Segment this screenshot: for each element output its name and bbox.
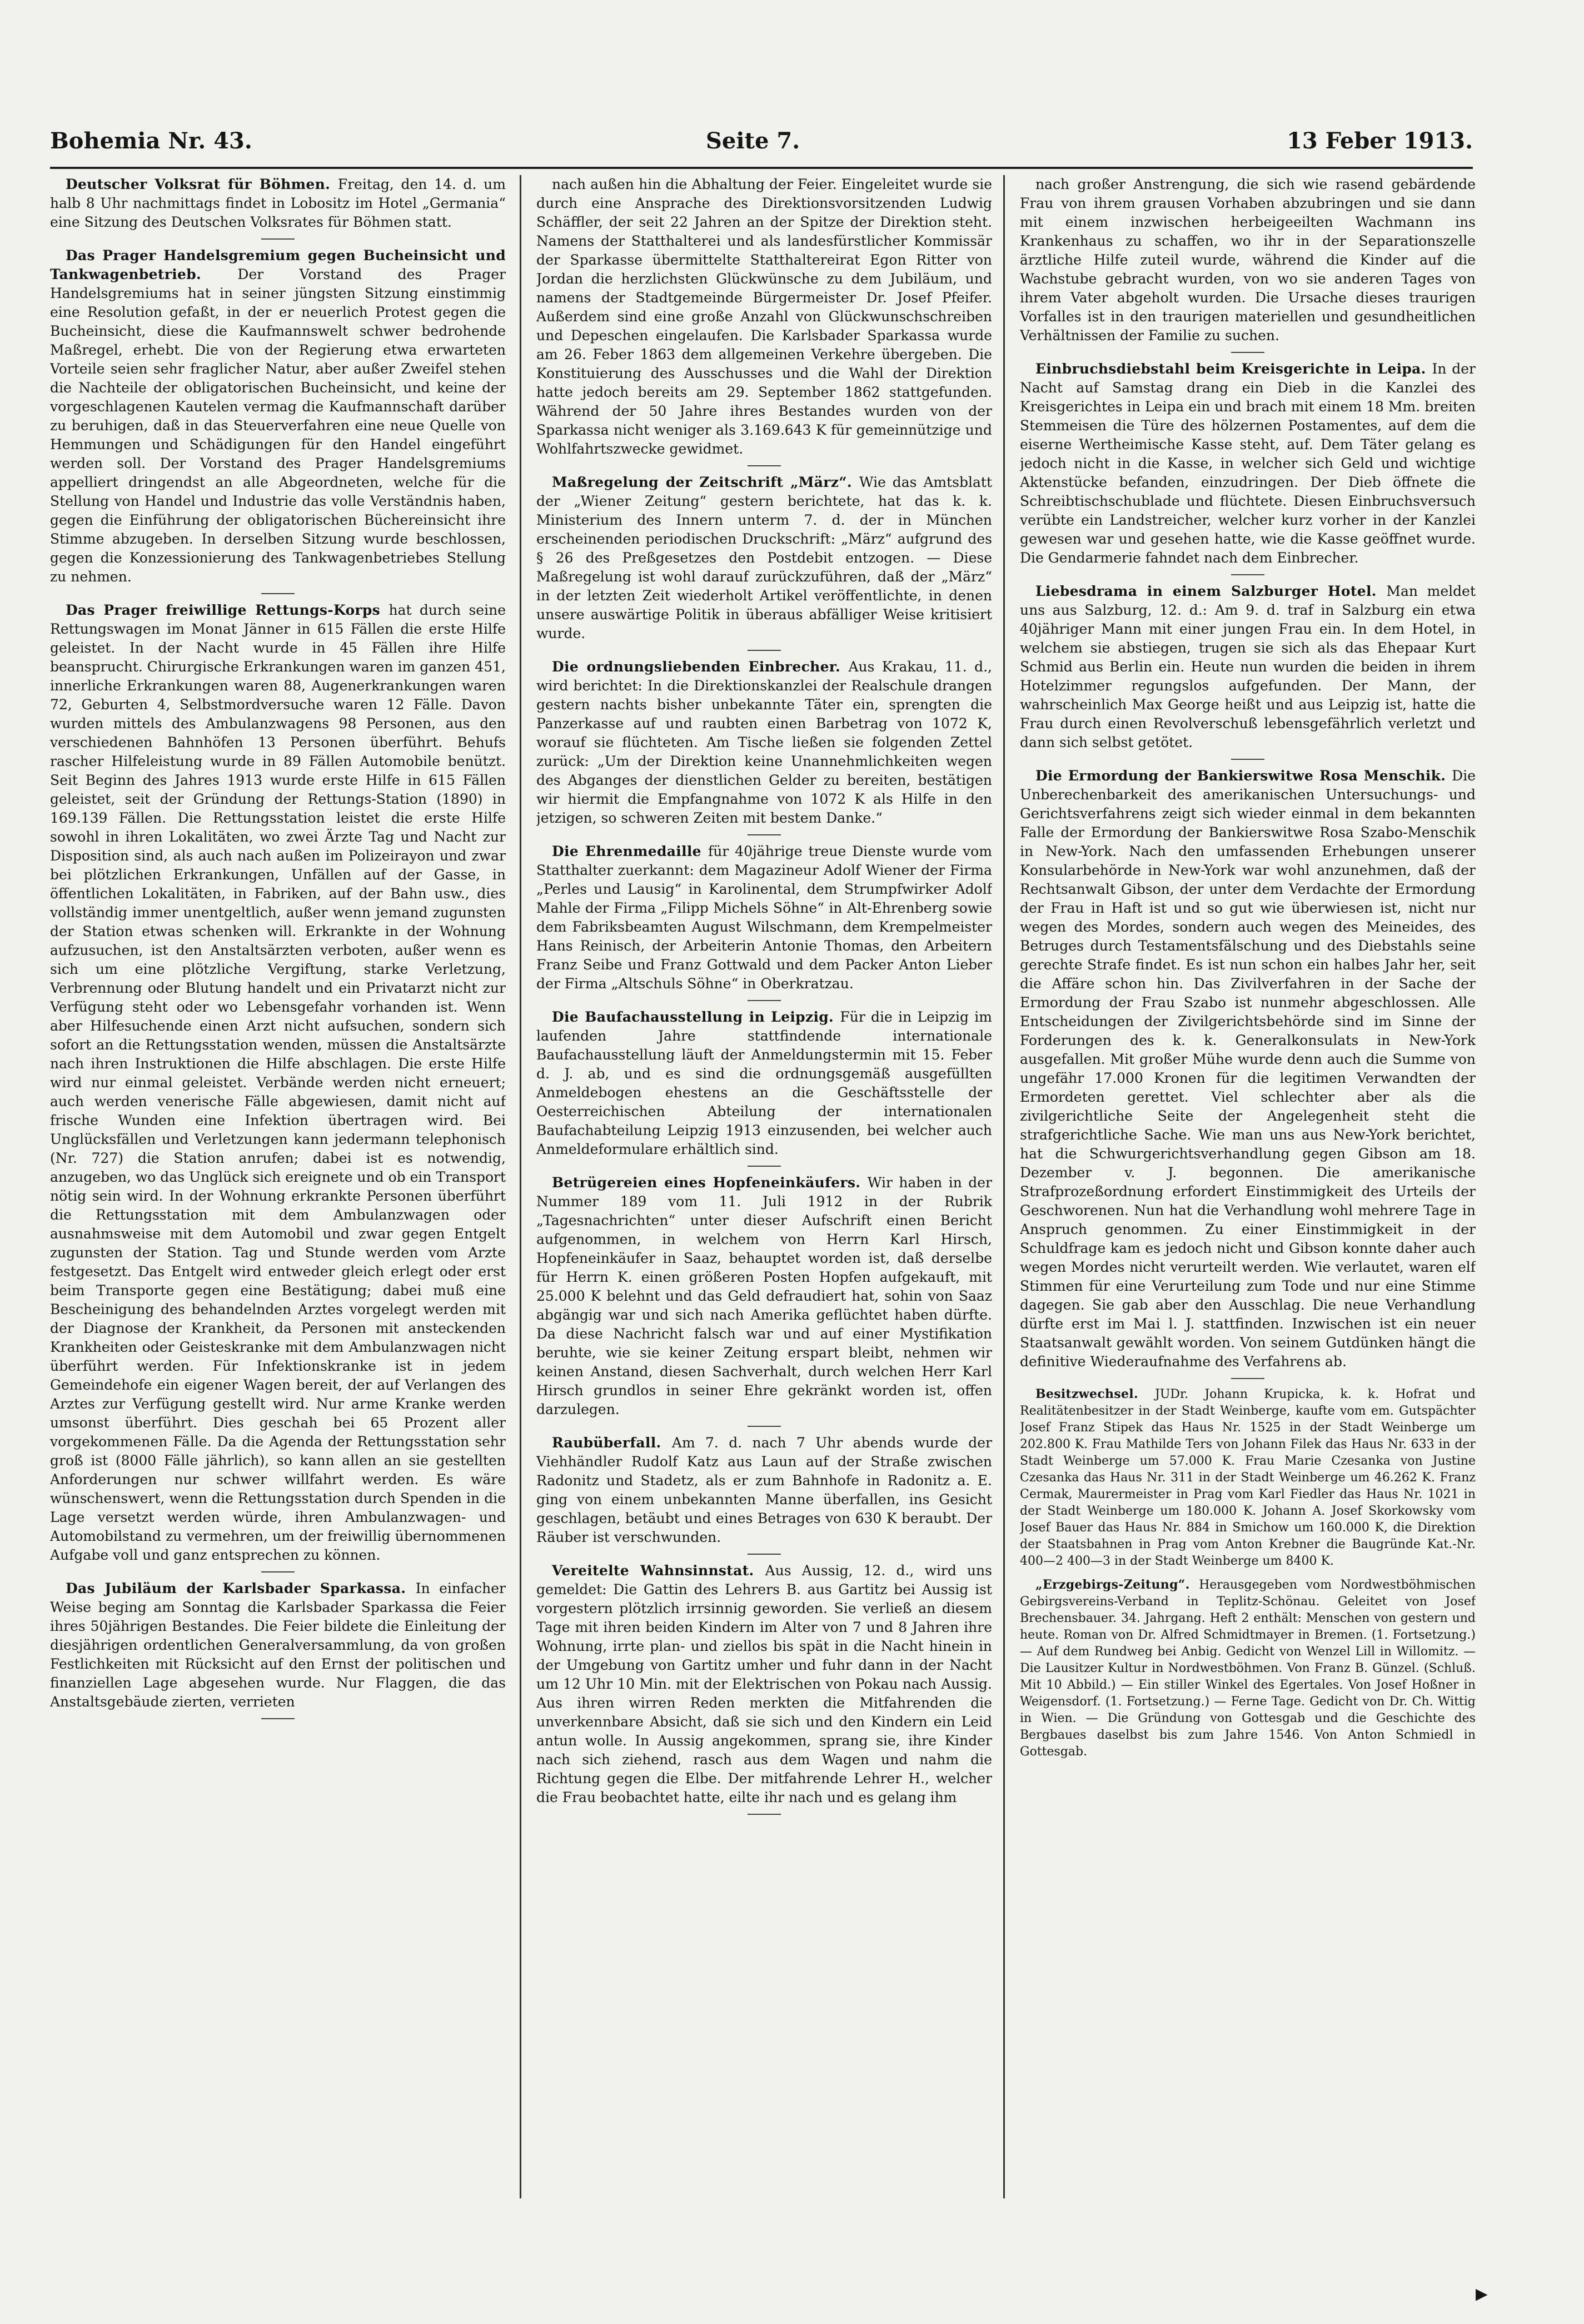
article-headline: Das Jubiläum der Karlsbader Sparkassa. [66, 1580, 416, 1596]
article [50, 1579, 506, 1711]
article [536, 658, 992, 828]
article-divider [748, 1166, 781, 1167]
article [50, 601, 506, 1565]
article-body: nach großer Anstrengung, die sich wie rasend gebärdende Frau von ihrem grausen Vorhaben abzubringen und sie dann mit einem inzwischen herbeigeeilten Wachmann ins Krankenhaus zu schaffen, wo ihr in der Separationszelle ärztliche Hilfe zuteil wurde, während die Kinder auf die Wachstube gebracht wurden, von wo sie anderen Tages von ihrem Vater abgeholt wurden. Die Ursache dieses traurigen Vorfalles ist in den traurigen materiellen und gesundheitlichen Verhältnissen der Familie zu suchen. [1020, 176, 1476, 344]
article-headline: Betrügereien eines Hopfeneinkäufers. [552, 1175, 868, 1191]
article-body: Man meldet uns aus Salzburg, 12. d.: Am 9. d. traf in Salzburg ein etwa 40jähriger Mann mit einer jungen Frau ein. In dem Hotel, in welchem sie abstiegen, trugen sie sich als das Ehepaar Kurt Schmid aus Berlin ein. Heute nun wurden die beiden in ihrem Hotelzimmer regungslos aufgefunden. Der Mann, der wahrscheinlich Max George heißt und aus Leipzig ist, hatte die Frau durch einen Revolverschuß lebensgefährlich verletzt und dann sich selbst getötet. [1020, 583, 1476, 750]
article-body: Aus Krakau, 11. d., wird berichtet: In die Direktionskanzlei der Realschule drangen gestern nachts bisher unbekannte Täter ein, sprengten die Panzerkasse auf und raubten einen Barbetrag von 1072 K, worauf sie flüchteten. Am Tische ließen sie folgenden Zettel zurück: „Um der Direktion keine Unannehmlichkeiten wegen des Abganges der dienstlichen Gelder zu bereiten, bestätigen wir hiermit die Empfangnahme von 1072 K als Hilfe in den jetzigen, so schweren Zeiten mit bestem Danke.“ [536, 659, 992, 826]
article-divider [748, 1554, 781, 1555]
column-3 [1020, 175, 1476, 2198]
article-divider [748, 650, 781, 651]
article [50, 175, 506, 232]
article [1020, 767, 1476, 1371]
article-headline: Raubüberfall. [552, 1435, 672, 1451]
header-publication: Bohemia Nr. 43. [50, 128, 252, 154]
article [536, 842, 992, 993]
article [536, 473, 992, 643]
column-1 [50, 175, 506, 2198]
article-headline: Das Prager freiwillige Rettungs-Korps [66, 602, 389, 618]
article-body: Die Unberechenbarkeit des amerikanischen Untersuchungs- und Gerichtsverfahrens zeigt sich wieder einmal in dem bekannten Falle der Ermordung der Bankierswitwe Rosa Szabo-Menschik in New-York. Nach den umfassenden Erhebungen unserer Konsularbehörde in New-York war wohl anzunehmen, daß der Rechtsanwalt Gibson, der unter dem Verdachte der Ermordung der Frau in Haft ist und so gut wie überwiesen ist, nicht nur wegen des Mordes, sondern auch wegen des Meineides, des Betruges durch Testamentsfälschung und des Diebstahls seine gerechte Strafe findet. Es ist nun schon ein halbes Jahr her, seit die Affäre schon hin. Das Zivilverfahren in der Sache der Ermordung der Frau Szabo ist nunmehr abgeschlossen. Alle Entscheidungen der Zivilgerichtsbehörde sind im Sinne der Forderungen des k. k. Generalkonsulats in New-York ausgefallen. Mit großer Mühe wurde denn auch die Summe von ungefähr 17.000 Kronen für die legitimen Verwandten der Ermordeten gerettet. Viel schlechter aber als die zivilgerichtliche Seite der Angelegenheit steht die strafgerichtliche Sache. Wie man uns aus New-York berichtet, hat die Schwurgerichtsverhandlung gegen Gibson am 18. Dezember v. J. begonnen. Die amerikanische Strafprozeßordnung erfordert Einstimmigkeit des Urteils der Geschworenen. Nun hat die Verhandlung wohl mehrere Tage in Anspruch genommen. Zu einer Einstimmigkeit in der Schuldfrage kam es jedoch nicht und Gibson konnte daher auch wegen Mordes nicht verurteilt werden. Wie verlautet, waren elf Stimmen für eine Verurteilung zum Tode und nur eine Stimme dagegen. Sie gab aber den Ausschlag. Die neue Verhandlung dürfte erst im Mai l. J. stattfinden. Inzwischen ist ein neuer Staatsanwalt gewählt worden. Von seinem Gutdünken hängt die definitive Wiederaufnahme des Verfahrens ab. [1020, 768, 1476, 1370]
article-headline: „Erzgebirgs-Zeitung“. [1035, 1577, 1199, 1592]
header-page-number: Seite 7. [706, 128, 800, 154]
article-headline: Die ordnungsliebenden Einbrecher. [552, 659, 849, 675]
article [536, 1173, 992, 1419]
column-2 [536, 175, 992, 2198]
article-body: für 40jährige treue Dienste wurde vom Statthalter zuerkannt: dem Magazineur Adolf Wiener der Firma „Perles und Lausig“ in Karolinental, dem Strumpfwirker Adolf Mahle der Firma „Filipp Michels Söhne“ in Alt-Ehrenberg sowie dem Fabriksbeamten August Wilschmann, dem Krempelmeister Hans Reinisch, der Arbeiterin Antonie Thomas, den Arbeitern Franz Seibe und Franz Gottwald und dem Packer Anton Lieber der Firma „Altschuls Söhne“ in Oberkratzau. [536, 843, 992, 992]
article-divider [1231, 352, 1264, 353]
article-divider [261, 1571, 295, 1572]
notices-section [1020, 1386, 1476, 1760]
article [1020, 1386, 1476, 1570]
article-body: Aus Aussig, 12. d., wird uns gemeldet: Die Gattin des Lehrers B. aus Gartitz bei Aussig ist vorgestern plötzlich irrsinnig geworden. Sie verließ an diesem Tage mit ihren beiden Kindern im Alter von 7 und 8 Jahren ihre Wohnung, irrte plan- und ziellos bis spät in die Nacht hinein in der Umgebung von Gartitz umher und fuhr dann in der Nacht um 12 Uhr 10 Min. mit der Elektrischen von Pokau nach Aussig. Aus ihren wirren Reden merkten die Mitfahrenden die unverkennbare Absicht, daß sie sich und den Kindern ein Leid antun wolle. In Aussig angekommen, sprang sie, ihre Kinder nach sich ziehend, rasch aus dem Wagen und nahm die Richtung gegen die Elbe. Der mitfahrende Lehrer H., welcher die Frau beobachtet hatte, eilte ihr nach und es gelang ihm [536, 1562, 992, 1805]
article [1020, 175, 1476, 345]
article-divider [748, 465, 781, 466]
article-body: Am 7. d. nach 7 Uhr abends wurde der Viehhändler Rudolf Katz aus Laun auf der Straße zwischen Radonitz und Stadetz, als er zum Bahnhofe in Radonitz a. E. ging von einem unbekannten Manne überfallen, ins Gesicht geschlagen, betäubt und eines Betrages von 630 K beraubt. Der Räuber ist verschwunden. [536, 1435, 992, 1545]
article-body: nach außen hin die Abhaltung der Feier. Eingeleitet wurde sie durch eine Ansprache des Direktionsvorsitzenden Ludwig Schäffler, der seit 22 Jahren an der Spitze der Direktion steht. Namens der Statthalterei und als landesfürstlicher Kommissär der Sparkasse übermittelte Statthaltereirat Egon Ritter von Jordan die herzlichsten Glückwünsche zu dem Jubiläum, und namens der Stadtgemeinde Bürgermeister Dr. Josef Pfeifer. Außerdem sind eine große Anzahl von Glückwunschschreiben und Depeschen eingelaufen. Die Karlsbader Sparkassa wurde am 26. Feber 1863 dem allgemeinen Verkehre übergeben. Die Konstituierung des Ausschusses und die Wahl der Direktion hatte jedoch bereits am 29. September 1862 stattgefunden. Während der 50 Jahre ihres Bestandes wurden von der Sparkassa nicht weniger als 3.169.643 K für gemeinnützige und Wohlfahrtszwecke gewidmet. [536, 176, 992, 457]
article-headline: Die Ehrenmedaille [552, 843, 708, 859]
article-divider [1231, 759, 1264, 760]
article [1020, 360, 1476, 568]
article-divider [1231, 574, 1264, 575]
page-header [50, 122, 1473, 161]
column-separator [1003, 175, 1005, 2198]
article-headline: Maßregelung der Zeitschrift „März“. [552, 474, 859, 490]
article-headline: Vereitelte Wahnsinnstat. [552, 1562, 765, 1579]
article-body: Für die in Leipzig im laufenden Jahre stattfindende internationale Baufachausstellung läuft der Anmeldungstermin mit 15. Feber d. J. ab, und es sind die ordnungsgemäß ausgefüllten Anmeldebogen ehestens an die Geschäftsstelle der Oesterreichischen Abteilung der internationalen Baufachabteilung Leipzig 1913 einzusenden, bei welcher auch Anmeldeformulare erhältlich sind. [536, 1009, 992, 1157]
article [50, 246, 506, 586]
article [1020, 1576, 1476, 1760]
article-body: Wir haben in der Nummer 189 vom 11. Juli 1912 in der Rubrik „Tagesnachrichten“ unter dieser Aufschrift einen Bericht aufgenommen, in welchem von Herrn Karl Hirsch, Hopfeneinkäufer in Saaz, behauptet worden ist, daß derselbe für Herrn K. einen größeren Posten Hopfen aufgekauft, mit 25.000 K belehnt und das Geld defraudiert hat, sohin von Saaz abgängig war und sich nach Amerika geflüchtet haben dürfte. Da diese Nachricht falsch war und auf einer Mystifikation beruhte, wie sie keiner Zeitung erspart bleibt, nehmen wir keinen Anstand, diesen Sachverhalt, durch welchen Herr Karl Hirsch grundlos in seiner Ehre gekränkt worden ist, offen darzulegen. [536, 1175, 992, 1417]
article [536, 1008, 992, 1159]
article-body: In der Nacht auf Samstag drang ein Dieb in die Kanzlei des Kreisgerichtes in Leipa ein und brach mit einem 18 Mm. breiten Stemmeisen die Türe des hölzernen Postamentes, auf dem die eiserne Wertheimische Kasse steht, auf. Dem Täter gelang es jedoch nicht in die Kasse, in welcher sich Geld und wichtige Aktenstücke befanden, einzudringen. Der Dieb öffnete die Schreibtischschublade und flüchtete. Diesen Einbruchsversuch verübte ein Landstreicher, welcher kurz vorher in der Kanzlei gewesen war und gesehen hatte, wie die Kasse geöffnet wurde. Die Gendarmerie fahndet nach dem Einbrecher. [1020, 361, 1476, 566]
article-headline: Die Baufachausstellung in Leipzig. [552, 1009, 840, 1025]
article-headline: Liebesdrama in einem Salzburger Hotel. [1035, 583, 1387, 599]
article-headline: Das Prager Handelsgremium gegen Bucheinsicht und Tankwagenbetrieb. [50, 247, 506, 282]
article [536, 175, 992, 459]
article-divider [261, 593, 295, 594]
article-headline: Einbruchsdiebstahl beim Kreisgerichte in Leipa. [1035, 361, 1432, 377]
article-divider [748, 1000, 781, 1001]
article [536, 1434, 992, 1547]
article-divider [748, 1426, 781, 1427]
article-body: Wie das Amtsblatt der „Wiener Zeitung“ gestern berichtete, hat das k. k. Ministerium des Innern unterm 7. d. der in München erscheinenden periodischen Druckschrift: „März“ aufgrund des § 26 des Preßgesetzes den Postdebit entzogen. — Diese Maßregelung ist wohl darauf zurückzuführen, daß der „März“ in der letzten Zeit wiederholt Artikel veröffentlichte, in denen unsere auswärtige Politik in überaus abfälliger Weise kritisiert wurde. [536, 474, 992, 641]
header-rule [50, 167, 1473, 169]
article-headline: Besitzwechsel. [1035, 1387, 1155, 1401]
article-divider [748, 1814, 781, 1815]
article-divider [261, 1718, 295, 1719]
article-body: Der Vorstand des Prager Handelsgremiums hat in seiner jüngsten Sitzung einstimmig eine Resolution gefaßt, in der er neuerlich Protest gegen die Bucheinsicht, diese die Kaufmannswelt schwer bedrohende Maßregel, erhebt. Die von der Regierung etwa erwarteten Vorteile seien sehr fraglicher Natur, aber außer Zweifel stehen die Nachteile der obligatorischen Bucheinsicht, und keine der vorgeschlagenen Kautelen vermag die Kaufmannschaft darüber zu beruhigen, daß in das Steuerverfahren eine neue Quelle von Hemmungen und Schädigungen für den Handel eingeführt werden soll. Der Vorstand des Prager Handelsgremiums appelliert dringendst an alle Abgeordneten, welche für die Stellung von Handel und Industrie das volle Verständnis haben, gegen die Einführung der obligatorischen Büchereinsicht ihre Stimme abzugeben. In derselben Sitzung wurde beschlossen, gegen die Konzessionierung des Tankwagenbetriebes Stellung zu nehmen. [50, 266, 506, 585]
article-divider [748, 834, 781, 835]
article [536, 1561, 992, 1807]
article-body: Freitag, den 14. d. um halb 8 Uhr nachmittags findet in Lobositz im Hotel „Germania“ eine Sitzung des Deutschen Volksrates für Böhmen statt. [50, 176, 506, 230]
article [1020, 582, 1476, 752]
article-body: hat durch seine Rettungswagen im Monat Jänner in 615 Fällen die erste Hilfe geleistet. In der Nacht wurde in 45 Fällen ihre Hilfe beansprucht. Chirurgische Erkrankungen waren im ganzen 451, innerliche Erkrankungen waren 88, Augenerkrankungen waren 72, Geburten 4, Selbstmordversuche waren 12 Fälle. Davon wurden mittels des Ambulanzwagens 98 Personen, aus den verschiedenen Bahnhöfen 13 Personen überführt. Behufs rascher Hilfeleistung wurde in 89 Fällen Automobile benützt. Seit Beginn des Jahres 1913 wurde erste Hilfe in 615 Fällen geleistet, seit der Gründung der Rettungs-Station (1890) in 169.139 Fällen. Die Rettungsstation leistet die erste Hilfe sowohl in ihren Lokalitäten, wo zwei Ärzte Tag und Nacht zur Disposition sind, als auch nach außen im Polizeirayon und zwar bei plötzlichen Erkrankungen, Unfällen auf der Gasse, in öffentlichen Lokalitäten, in Fabriken, auf der Bahn usw., dies vollständig immer unentgeltlich, außer wenn jemand zugunsten der Station etwas schenken will. Erkrankte in der Wohnung aufzusuchen, ist den Anstaltsärzten verboten, außer wenn es sich um eine plötzliche Vergiftung, starke Verletzung, Verbrennung oder Blutung handelt und ein Privatarzt nicht zur Verfügung steht oder wo Lebensgefahr vorhanden ist. Wenn aber Hilfesuchende einen Arzt nicht aufsuchen, sondern sich sofort an die Rettungsstation wenden, müssen die Anstaltsärzte nach ihren Instruktionen die Hilfe abschlagen. Die erste Hilfe wird nur einmal geleistet. Verbände werden nicht erneuert; auch werden venerische Fälle abgewiesen, damit nicht auf frische Wunden eine Infektion übertragen wird. Bei Unglücksfällen und Verletzungen kann jedermann telephonisch (Nr. 727) die Station anrufen; dabei ist es notwendig, anzugeben, wo das Unglück sich ereignete und ob ein Transport nötig sein wird. In der Wohnung erkrankte Personen überführt die Rettungsstation mit dem Ambulanzwagen oder ausnahmsweise mit dem Automobil und zwar gegen Entgelt zugunsten der Station. Tag und Stunde werden vom Arzte festgesetzt. Das Entgelt wird entweder gleich erlegt oder erst beim Transporte gegen eine Bestätigung; dabei muß eine Bescheinigung des behandelnden Arztes vorgelegt werden mit der Diagnose der Krankheit, da Personen mit ansteckenden Krankheiten oder Geisteskranke mit dem Ambulanzwagen nicht überführt werden. Für Infektionskranke ist in jedem Gemeindehofe ein eigener Wagen bereit, der auf Verlangen des Arztes zur Verfügung gestellt wird. Nur arme Kranke werden umsonst überführt. Dies geschah bei 65 Prozent aller vorgekommenen Fälle. Da die Agenda der Rettungsstation sehr groß ist (8000 Fälle jährlich), so kann allen an sie gestellten Anforderungen nur schwer willfahrt werden. Es wäre wünschenswert, wenn die Rettungsstation durch Spenden in die Lage versetzt werden würde, ihren Ambulanzwagen- und Automobilstand zu vermehren, um der freiwillig übernommenen Aufgabe voll und ganz entsprechen zu können. [50, 602, 506, 1563]
article-divider [261, 238, 295, 240]
continuation-mark: ▶ [1476, 2285, 1488, 2303]
header-date: 13 Feber 1913. [1287, 128, 1473, 154]
article-body: JUDr. Johann Krupicka, k. k. Hofrat und Realitätenbesitzer in der Stadt Weinberge, kaufte vom em. Gutspächter Josef Franz Stipek das Haus Nr. 1525 in der Stadt Weinberge um 202.800 K. Frau Mathilde Ters von Johann Filek das Haus Nr. 633 in der Stadt Weinberge um 57.000 K. Frau Marie Czesanka von Justine Czesanka das Haus Nr. 311 in der Stadt Weinberge um 46.262 K. Franz Cermak, Maurermeister in Prag vom Karl Fiedler das Haus Nr. 1021 in der Stadt Weinberge um 180.000 K. Johann A. Josef Skorkowsky vom Josef Bauer das Haus Nr. 884 in Smichow um 160.000 K, die Direktion der Staatsbahnen in Prag vom Anton Krebner die Baugründe Kat.-Nr. 400—2 400—3 in der Stadt Weinberge um 8400 K. [1020, 1387, 1476, 1568]
article-body: In einfacher Weise beging am Sonntag die Karlsbader Sparkassa die Feier ihres 50jährigen Bestandes. Die Feier bildete die Einleitung der diesjährigen ordentlichen Generalversammlung, da von großen Festlichkeiten mit Rücksicht auf den Ernst der politischen und finanziellen Lage abgesehen wurde. Nur Flaggen, die das Anstaltsgebäude zierten, verrieten [50, 1580, 506, 1710]
article-headline: Deutscher Volksrat für Böhmen. [66, 176, 338, 192]
column-separator [520, 175, 521, 2198]
article-headline: Die Ermordung der Bankierswitwe Rosa Menschik. [1035, 768, 1452, 784]
article-divider [1231, 1378, 1264, 1379]
article-body: Herausgegeben vom Nordwestböhmischen Gebirgsvereins-Verband in Teplitz-Schönau. Geleitet von Josef Brechensbauer. 34. Jahrgang. Heft 2 enthält: Menschen von gestern und heute. Roman von Dr. Alfred Schmidtmayer in Bremen. (1. Fortsetzung.) — Auf dem Rundweg bei Anbig. Gedicht von Wenzel Lill in Willomitz. — Die Lausitzer Kultur in Nordwestböhmen. Von Franz B. Günzel. (Schluß. Mit 10 Abbild.) — Ein stiller Winkel des Egertales. Von Josef Hoßner in Weigensdorf. (1. Fortsetzung.) — Ferne Tage. Gedicht von Dr. Ch. Wittig in Wien. — Die Gründung von Gottesgab und die Geschichte des Bergbaues daselbst bis zum Jahre 1546. Von Anton Schmiedl in Gottesgab. [1020, 1578, 1476, 1759]
